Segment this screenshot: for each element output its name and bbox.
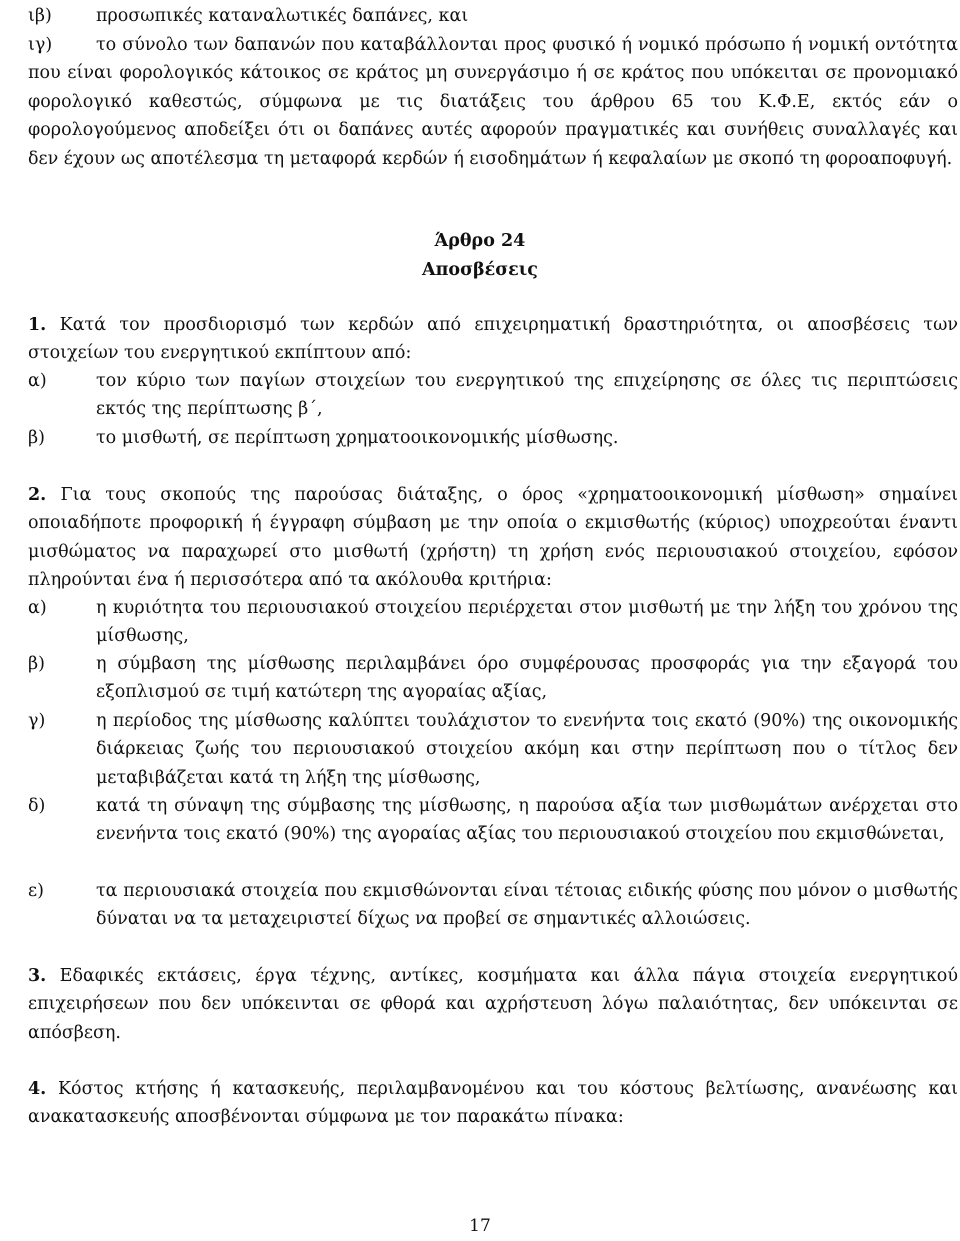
paragraph-text: Για τους σκοπούς της παρούσας διάταξης, ο όρος «χρηματοοικονομική μίσθωση» σημαίνει οποιαδήποτε προφορική ή έγγραφη σύμβαση με την οποία ο εκμισθωτής (κύριος) υποχρεούται έναντι μισθώματος να παραχωρεί στο μισθωτή (χρήστη) τη χρήση ενός περιουσιακού στοιχείου, εφόσον πληρούνται ένα ή περισσότερα από τα ακόλουθα κριτήρια: xyxy=(28,485,958,591)
item-text: η περίοδος της μίσθωσης καλύπτει τουλάχιστον το ενενήντα τοις εκατό (90%) της οικονομικής διάρκειας ζωής του περιουσιακού στοιχείου ακόμη και στην περίπτωση που ο τίτλος δεν μεταβιβάζεται κατά τη λήξη της μίσθωσης, xyxy=(96,711,958,788)
item-text-content: το σύνολο των δαπανών που καταβάλλονται προς φυσικό ή νομικό πρόσωπο ή νομική οντότητα που είναι φορολογικός κάτοικος σε κράτος μη συνεργάσιμο ή σε κράτος που υπόκειται σε προνομιακό φορολογικό καθεστώς, σύμφωνα με τις διατάξεις του άρθρου 65 του Κ.Φ.Ε, εκτός εάν ο φορολογούμενος αποδείξει ότι οι δαπάνες αυτές αφορούν πραγματικές και συνήθεις συναλλαγές και δεν έχουν ως αποτέλεσμα τη μεταφορά κερδών ή εισοδημάτων ή κεφαλαίων με σκοπό τη φοροαποφυγή. xyxy=(28,35,958,169)
paragraph-number: 3. xyxy=(28,966,47,986)
page-number: 17 xyxy=(469,1216,491,1236)
item-text: η σύμβαση της μίσθωσης περιλαμβάνει όρο συμφέρουσας προσφοράς για την εξαγορά του εξοπλισμού σε τιμή κατώτερη της αγοραίας αξίας, xyxy=(96,654,958,703)
item-text: το μισθωτή, σε περίπτωση χρηματοοικονομικής μίσθωσης. xyxy=(96,428,619,448)
paragraph-number: 4. xyxy=(28,1079,47,1099)
article-title: Αποσβέσεις xyxy=(422,260,538,280)
list-item xyxy=(28,707,958,792)
item-label: δ) xyxy=(28,796,46,816)
item-label: β) xyxy=(28,428,45,448)
item-label: γ) xyxy=(28,711,46,731)
paragraph-text: Κόστος κτήσης ή κατασκευής, περιλαμβανομένου και του κόστους βελτίωσης, ανανέωσης και ανακατασκευής αποσβένονται σύμφωνα με τον παρακάτω πίνακα: xyxy=(28,1079,958,1128)
item-text: τον κύριο των παγίων στοιχείων του ενεργητικού της επιχείρησης σε όλες τις περιπτώσεις εκτός της περίπτωσης β΄, xyxy=(96,371,958,420)
article-number: Άρθρο 24 xyxy=(434,231,526,251)
item-text: η κυριότητα του περιουσιακού στοιχείου περιέρχεται στον μισθωτή με την λήξη του χρόνου της μίσθωσης, xyxy=(96,598,958,647)
paragraph-3 xyxy=(28,962,958,1047)
list-item xyxy=(28,367,958,424)
list-item xyxy=(28,31,958,173)
list-item xyxy=(28,792,958,849)
list-item xyxy=(28,877,958,934)
list-item xyxy=(28,424,958,452)
paragraph-1 xyxy=(28,311,958,368)
item-text: τα περιουσιακά στοιχεία που εκμισθώνονται είναι τέτοιας ειδικής φύσης που μόνον ο μισθωτής δύναται να τα μεταχειριστεί δίχως να προβεί σε σημαντικές αλλοιώσεις. xyxy=(96,881,958,930)
paragraph-2 xyxy=(28,481,958,595)
item-text: προσωπικές καταναλωτικές δαπάνες, και xyxy=(96,6,469,26)
paragraph-text: Κατά τον προσδιορισμό των κερδών από επιχειρηματική δραστηριότητα, οι αποσβέσεις των στοιχείων του ενεργητικού εκπίπτουν από: xyxy=(28,315,958,364)
item-label: ιβ) xyxy=(28,6,52,26)
item-text: κατά τη σύναψη της σύμβασης της μίσθωσης, η παρούσα αξία των μισθωμάτων ανέρχεται στο ενενήντα τοις εκατό (90%) της αγοραίας αξίας του περιουσιακού στοιχείου που εκμισθώνεται, xyxy=(96,796,958,845)
item-label: ιγ) xyxy=(28,35,53,55)
paragraph-number: 2. xyxy=(28,485,47,505)
item-label: α) xyxy=(28,371,47,391)
paragraph-4 xyxy=(28,1075,958,1132)
paragraph-text: Εδαφικές εκτάσεις, έργα τέχνης, αντίκες, κοσμήματα και άλλα πάγια στοιχεία ενεργητικού επιχειρήσεων που δεν υπόκεινται σε φθορά και αχρήστευση λόγω παλαιότητας, δεν υπόκεινται σε απόσβεση. xyxy=(28,966,958,1043)
item-text xyxy=(28,31,958,173)
list-item xyxy=(28,2,958,30)
item-label: ε) xyxy=(28,881,44,901)
item-label: α) xyxy=(28,598,47,618)
item-label: β) xyxy=(28,654,45,674)
paragraph-number: 1. xyxy=(28,315,47,335)
list-item xyxy=(28,594,958,651)
list-item xyxy=(28,650,958,707)
